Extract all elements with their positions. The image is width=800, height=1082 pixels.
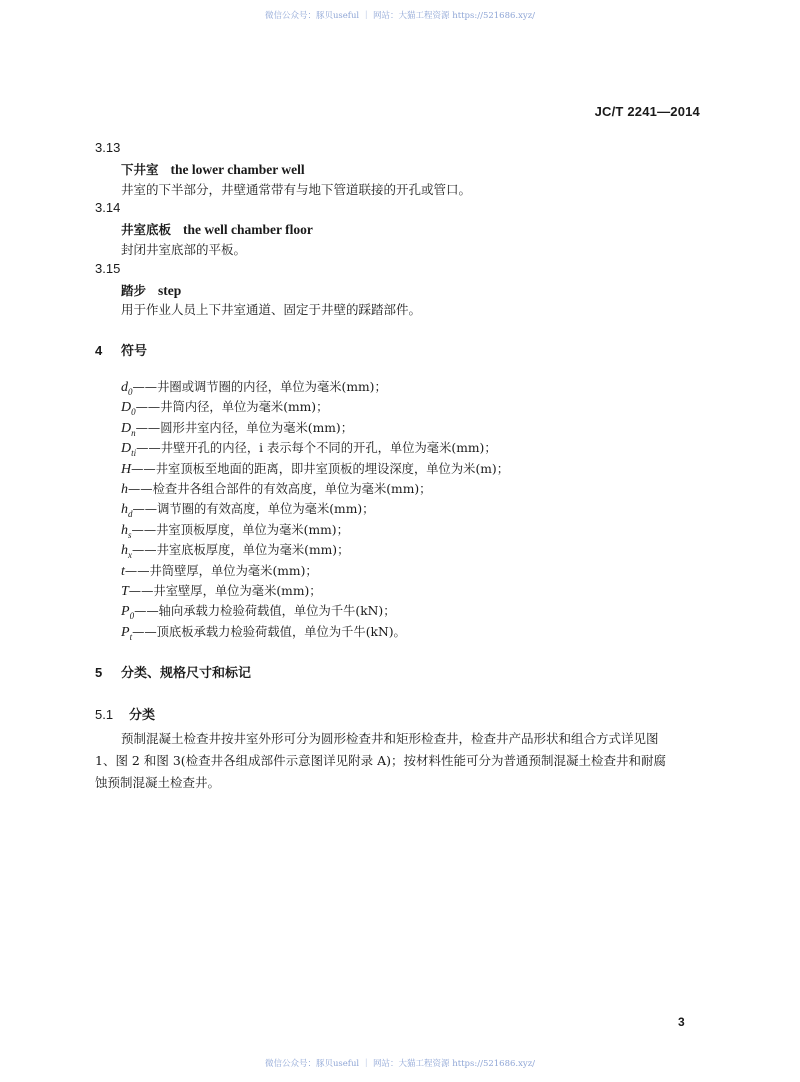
symbol: $D_n$ <box>121 420 136 438</box>
symbol-description: ——井圈或调节圈的内径，单位为毫米(mm)； <box>132 380 387 394</box>
symbol-description: ——井壁开孔的内径，i 表示每个不同的开孔，单位为毫米(mm)； <box>136 441 497 456</box>
section-number: 4 <box>95 343 103 358</box>
symbol-row <box>121 499 374 519</box>
clause-number: 3.13 <box>95 140 121 155</box>
symbol-row <box>121 601 396 621</box>
section-heading <box>95 340 147 359</box>
clause-number: 3.14 <box>95 200 121 215</box>
term-cn: 踏步 <box>121 283 147 298</box>
standard-code: JC/T 2241—2014 <box>594 104 700 119</box>
page-number: 3 <box>678 1015 685 1029</box>
symbol: t <box>121 563 125 579</box>
term-definition: 用于作业人员上下井室通道、固定于井壁的踩踏部件。 <box>121 302 422 317</box>
symbol: H <box>121 461 132 477</box>
symbol-row <box>121 622 406 642</box>
subsection-heading <box>95 704 155 723</box>
symbol: $d_0$ <box>121 380 133 397</box>
symbol-description: ——井室底板厚度，单位为毫米(mm)； <box>132 543 350 558</box>
symbol: $D_0$ <box>121 400 136 418</box>
section-heading <box>95 662 251 681</box>
section-title: 分类、规格尺寸和标记 <box>121 666 252 681</box>
subsection-number: 5.1 <box>95 707 114 722</box>
symbol: $h_s$ <box>121 522 132 540</box>
clause-number: 3.15 <box>95 261 121 276</box>
symbol-description: ——井室顶板至地面的距离，即井室顶板的埋设深度，单位为米(m)； <box>131 461 509 476</box>
term-title <box>121 220 313 238</box>
paragraph-line: 预制混凝土检查井按井室外形可分为圆形检查井和矩形检查井，检查井产品形状和组合方式详见图 <box>121 731 659 746</box>
term-cn: 下井室 <box>121 162 159 177</box>
paragraph-line: 蚀预制混凝土检查井。 <box>95 775 221 790</box>
symbol-row <box>121 438 497 458</box>
watermark-top: 微信公众号：豚贝useful ｜ 网站：大猫工程资源 https://521686.xyz/ <box>264 11 536 21</box>
term-en: the well chamber floor <box>183 222 313 237</box>
symbol-description: ——检查井各组合部件的有效高度，单位为毫米(mm)； <box>128 482 432 496</box>
term-definition: 封闭井室底部的平板。 <box>121 242 247 257</box>
symbol-row <box>121 561 318 581</box>
subsection-title: 分类 <box>129 708 156 723</box>
term-en: step <box>158 283 182 298</box>
symbol-description: ——井筒壁厚，单位为毫米(mm)； <box>124 563 318 578</box>
symbol-row <box>121 540 349 560</box>
term-title <box>121 281 181 299</box>
symbol-row <box>121 397 328 417</box>
symbol-row <box>121 581 322 601</box>
symbol: $D_{ti}$ <box>121 441 137 458</box>
symbol: $h_d$ <box>121 502 133 520</box>
symbol-description: ——井室顶板厚度，单位为毫米(mm)； <box>131 522 349 537</box>
symbol-description: ——圆形井室内径，单位为毫米(mm)； <box>135 420 353 435</box>
symbol-description: ——轴向承载力检验荷载值，单位为千牛(kN)； <box>134 604 396 619</box>
symbol-row <box>121 459 509 479</box>
symbol: T <box>121 584 129 599</box>
symbol: $P_0$ <box>121 604 135 622</box>
symbol-row <box>121 418 353 438</box>
section-number: 5 <box>95 665 103 680</box>
symbol-description: ——顶底板承载力检验荷载值，单位为千牛(kN)。 <box>132 624 406 639</box>
symbol-description: ——调节圈的有效高度，单位为毫米(mm)； <box>132 502 375 517</box>
watermark-bottom: 微信公众号：豚贝useful ｜ 网站：大猫工程资源 https://521686.xyz/ <box>264 1059 536 1069</box>
symbol-row <box>121 520 349 540</box>
symbol-row <box>121 377 387 397</box>
paragraph-line: 1、图 2 和图 3(检查井各组成部件示意图详见附录 A)；按材料性能可分为普通预制混凝土检查井和耐腐 <box>95 753 667 768</box>
symbol: $P_t$ <box>121 624 133 642</box>
term-en: the lower chamber well <box>170 162 305 177</box>
term-cn: 井室底板 <box>121 222 172 237</box>
term-definition: 井室的下半部分，井壁通常带有与地下管道联接的开孔或管口。 <box>121 182 472 197</box>
term-title <box>121 160 305 178</box>
symbol-row <box>121 479 431 499</box>
classification-paragraph <box>95 728 710 794</box>
symbol: h <box>121 482 128 497</box>
symbol-description: ——井室壁厚，单位为毫米(mm)； <box>128 584 322 598</box>
symbol-description: ——井筒内径，单位为毫米(mm)； <box>135 400 329 415</box>
section-title: 符号 <box>121 344 148 359</box>
symbol: $h_x$ <box>121 543 132 560</box>
